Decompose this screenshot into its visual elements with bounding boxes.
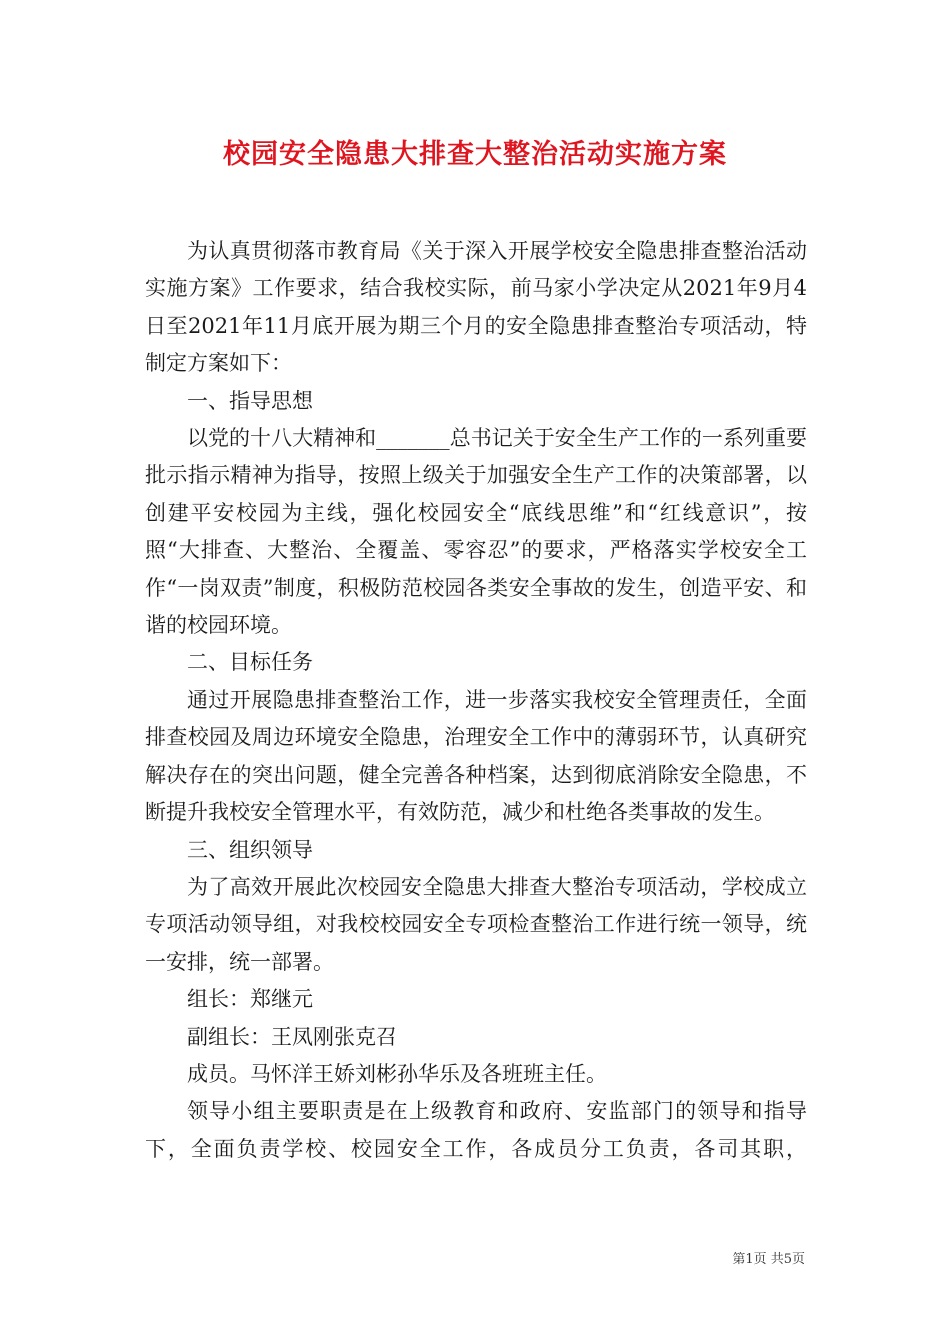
section-heading-guiding-ideology: 一、指导思想 — [187, 388, 313, 413]
organization-paragraph: 为了高效开展此次校园安全隐患大排查大整治专项活动，学校成立专项活动领导组，对我校校园安全专项检查整治工作进行统一领导，统一安排，统一部署。 — [145, 874, 807, 974]
document-body — [145, 233, 807, 1168]
intro-paragraph: 为认真贯彻落市教育局《关于深入开展学校安全隐患排查整治活动实施方案》工作要求，结合我校实际，前马家小学决定从2021年9月4日至2021年11月底开展为期三个月的安全隐患排查整治专项活动，特制定方案如下： — [145, 239, 807, 376]
members-line: 成员。马怀洋王娇刘彬孙华乐及各班班主任。 — [187, 1061, 607, 1086]
goals-paragraph: 通过开展隐患排查整治工作，进一步落实我校安全管理责任，全面排查校园及周边环境安全隐患，治理安全工作中的薄弱环节，认真研究解决存在的突出问题，健全完善各种档案，达到彻底消除安全隐患，不断提升我校安全管理水平，有效防范，减少和杜绝各类事故的发生。 — [145, 687, 807, 825]
section-heading-organization: 三、组织领导 — [187, 837, 313, 862]
leader-line: 组长：郑继元 — [187, 987, 313, 1012]
page-number-footer: 第1页 共5页 — [732, 1252, 805, 1267]
section-heading-goals: 二、目标任务 — [187, 650, 313, 675]
document-title: 校园安全隐患大排查大整治活动实施方案 — [223, 139, 727, 170]
deputy-leader-line: 副组长：王凤刚张克召 — [187, 1024, 397, 1049]
guiding-ideology-paragraph: 以党的十八大精神和_______总书记关于安全生产工作的一系列重要批示指示精神为指导，按照上级关于加强安全生产工作的决策部署，以创建平安校园为主线，强化校园安全“底线思维”和“红线意识”，按照“大排查、大整治、全覆盖、零容忍”的要求，严格落实学校安全工作“一岗双责”制度，积极防范校园各类安全事故的发生，创造平安、和谐的校园环境。 — [145, 426, 807, 638]
duties-paragraph: 领导小组主要职责是在上级教育和政府、安监部门的领导和指导下，全面负责学校、校园安全工作，各成员分工负责，各司其职， — [145, 1099, 807, 1161]
